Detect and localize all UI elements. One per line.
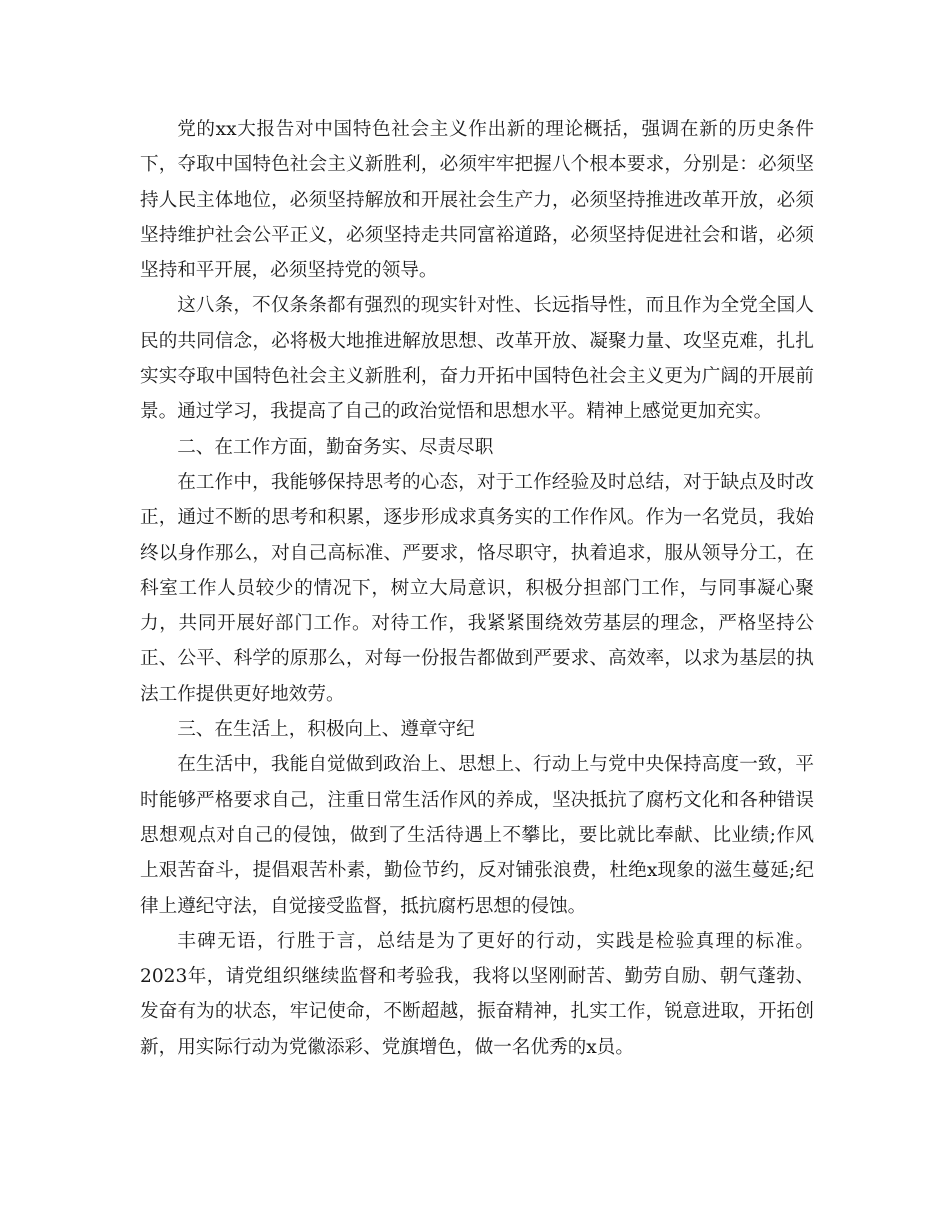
section-heading-life: 三、在生活上，积极向上、遵章守纪 <box>177 719 475 741</box>
paragraph-eight-requirements: 这八条，不仅条条都有强烈的现实针对性、长远指导性，而且作为全党全国人民的共同信念，必将极大地推进解放思想、改革开放、凝聚力量、攻坚克难，扎扎实实夺取中国特色社会主义新胜利，奋力开拓中国特色社会主义更为广阔的开展前景。通过学习，我提高了自己的政治觉悟和思想水平。精神上感觉更加充实。 <box>140 295 814 423</box>
section-heading-work: 二、在工作方面，勤奋务实、尽责尽职 <box>177 436 494 458</box>
paragraph-life: 在生活中，我能自觉做到政治上、思想上、行动上与党中央保持高度一致，平时能够严格要求自己，注重日常生活作风的养成，坚决抵抗了腐朽文化和各种错误思想观点对自己的侵蚀，做到了生活待遇上不攀比，要比就比奉献、比业绩;作风上艰苦奋斗，提倡艰苦朴素，勤俭节约，反对铺张浪费，杜绝x现象的滋生蔓延;纪律上遵纪守法，自觉接受监督，抵抗腐朽思想的侵蚀。 <box>140 754 814 917</box>
paragraph-work: 在工作中，我能够保持思考的心态，对于工作经验及时总结，对于缺点及时改正，通过不断的思考和积累，逐步形成求真务实的工作作风。作为一名党员，我始终以身作那么，对自己高标准、严要求，恪尽职守，执着追求，服从领导分工，在科室工作人员较少的情况下，树立大局意识，积极分担部门工作，与同事凝心聚力，共同开展好部门工作。对待工作，我紧紧围绕效劳基层的理念，严格坚持公正、公平、科学的原那么，对每一份报告都做到严要求、高效率，以求为基层的执法工作提供更好地效劳。 <box>140 471 814 705</box>
paragraph-party-congress: 党的xx大报告对中国特色社会主义作出新的理论概括，强调在新的历史条件下，夺取中国特色社会主义新胜利，必须牢牢把握八个根本要求，分别是：必须坚持人民主体地位，必须坚持解放和开展社会生产力，必须坚持推进改革开放，必须坚持维护社会公平正义，必须坚持走共同富裕道路，必须坚持促进社会和谐，必须坚持和平开展，必须坚持党的领导。 <box>140 119 814 282</box>
paragraph-conclusion: 丰碑无语，行胜于言，总结是为了更好的行动，实践是检验真理的标准。2023年，请党组织继续监督和考验我，我将以坚刚耐苦、勤劳自励、朝气蓬勃、发奋有为的状态，牢记使命，不断超越，振奋精神，扎实工作，锐意进取，开拓创新，用实际行动为党徽添彩、党旗增色，做一名优秀的x员。 <box>140 930 814 1058</box>
document-page <box>140 112 814 1065</box>
